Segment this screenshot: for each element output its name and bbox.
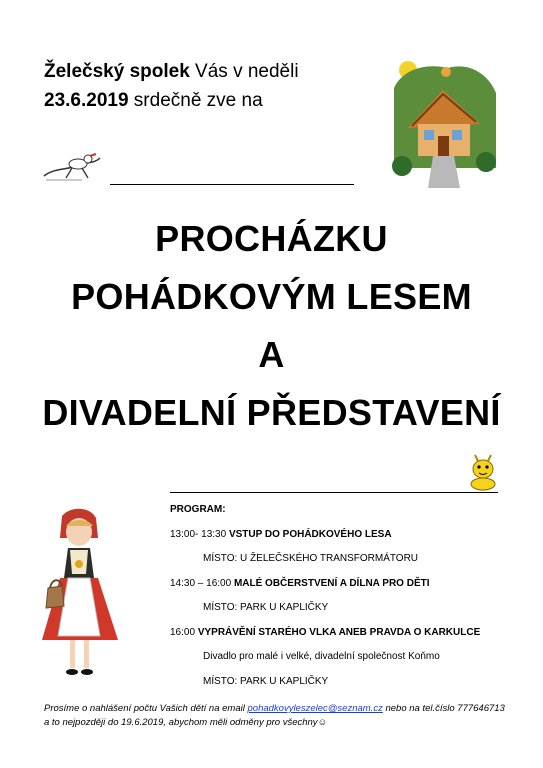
program-title: VSTUP DO POHÁDKOVÉHO LESA	[228, 529, 392, 540]
intro-divider	[110, 184, 354, 185]
girl-with-basket-icon	[40, 508, 126, 684]
program-time: 13:00- 13:30	[170, 529, 229, 540]
program-divider	[170, 492, 498, 493]
program-detail: MÍSTO: PARK U KAPLIČKY	[203, 602, 329, 613]
intro-line-1: Želečský spolek Vás v neděli	[44, 61, 299, 82]
yellow-creature-icon	[465, 451, 501, 491]
program-item-3	[170, 626, 480, 639]
program-title: MALÉ OBČERSTVENÍ A DÍLNA PRO DĚTI	[233, 578, 430, 589]
title-line-2: POHÁDKOVÝM LESEM	[71, 276, 472, 317]
title-line-4: DIVADELNÍ PŘEDSTAVENÍ	[42, 392, 501, 433]
intro-line-2: 23.6.2019 srdečně zve na	[44, 90, 263, 111]
organizer-name: Želečský spolek	[44, 61, 190, 82]
program-detail: MÍSTO: U ŽELEČSKÉHO TRANSFORMÁTORU	[203, 553, 419, 564]
program-detail: Divadlo pro malé i velké, divadelní společnost Koňmo	[203, 651, 440, 662]
program-heading: PROGRAM:	[170, 504, 226, 515]
footer-note: Prosíme o nahlášení počtu Vašich dětí na email pohadkovyleszelec@seznam.cz nebo na tel.číslo 777646713 a to nejpozději do 19.6.2019, abychom měli odměny pro všechny☺	[44, 703, 505, 728]
program-item-2	[170, 577, 430, 590]
running-dog-icon	[42, 152, 106, 182]
gingerbread-house-icon	[388, 58, 498, 190]
program-time: 14:30 – 16:00	[170, 578, 234, 589]
program-item-1	[170, 528, 392, 541]
program-time: 16:00	[170, 627, 198, 638]
program-title: VYPRÁVĚNÍ STARÉHO VLKA ANEB PRAVDA O KARKULCE	[197, 627, 481, 638]
event-date: 23.6.2019	[44, 90, 129, 111]
title-line-1: PROCHÁZKU	[155, 218, 388, 259]
program-detail: MÍSTO: PARK U KAPLIČKY	[203, 676, 329, 687]
email-link[interactable]: pohadkovyleszelec@seznam.cz	[247, 703, 383, 714]
title-line-3: A	[258, 334, 285, 375]
smiley-icon: ☺	[317, 717, 328, 728]
